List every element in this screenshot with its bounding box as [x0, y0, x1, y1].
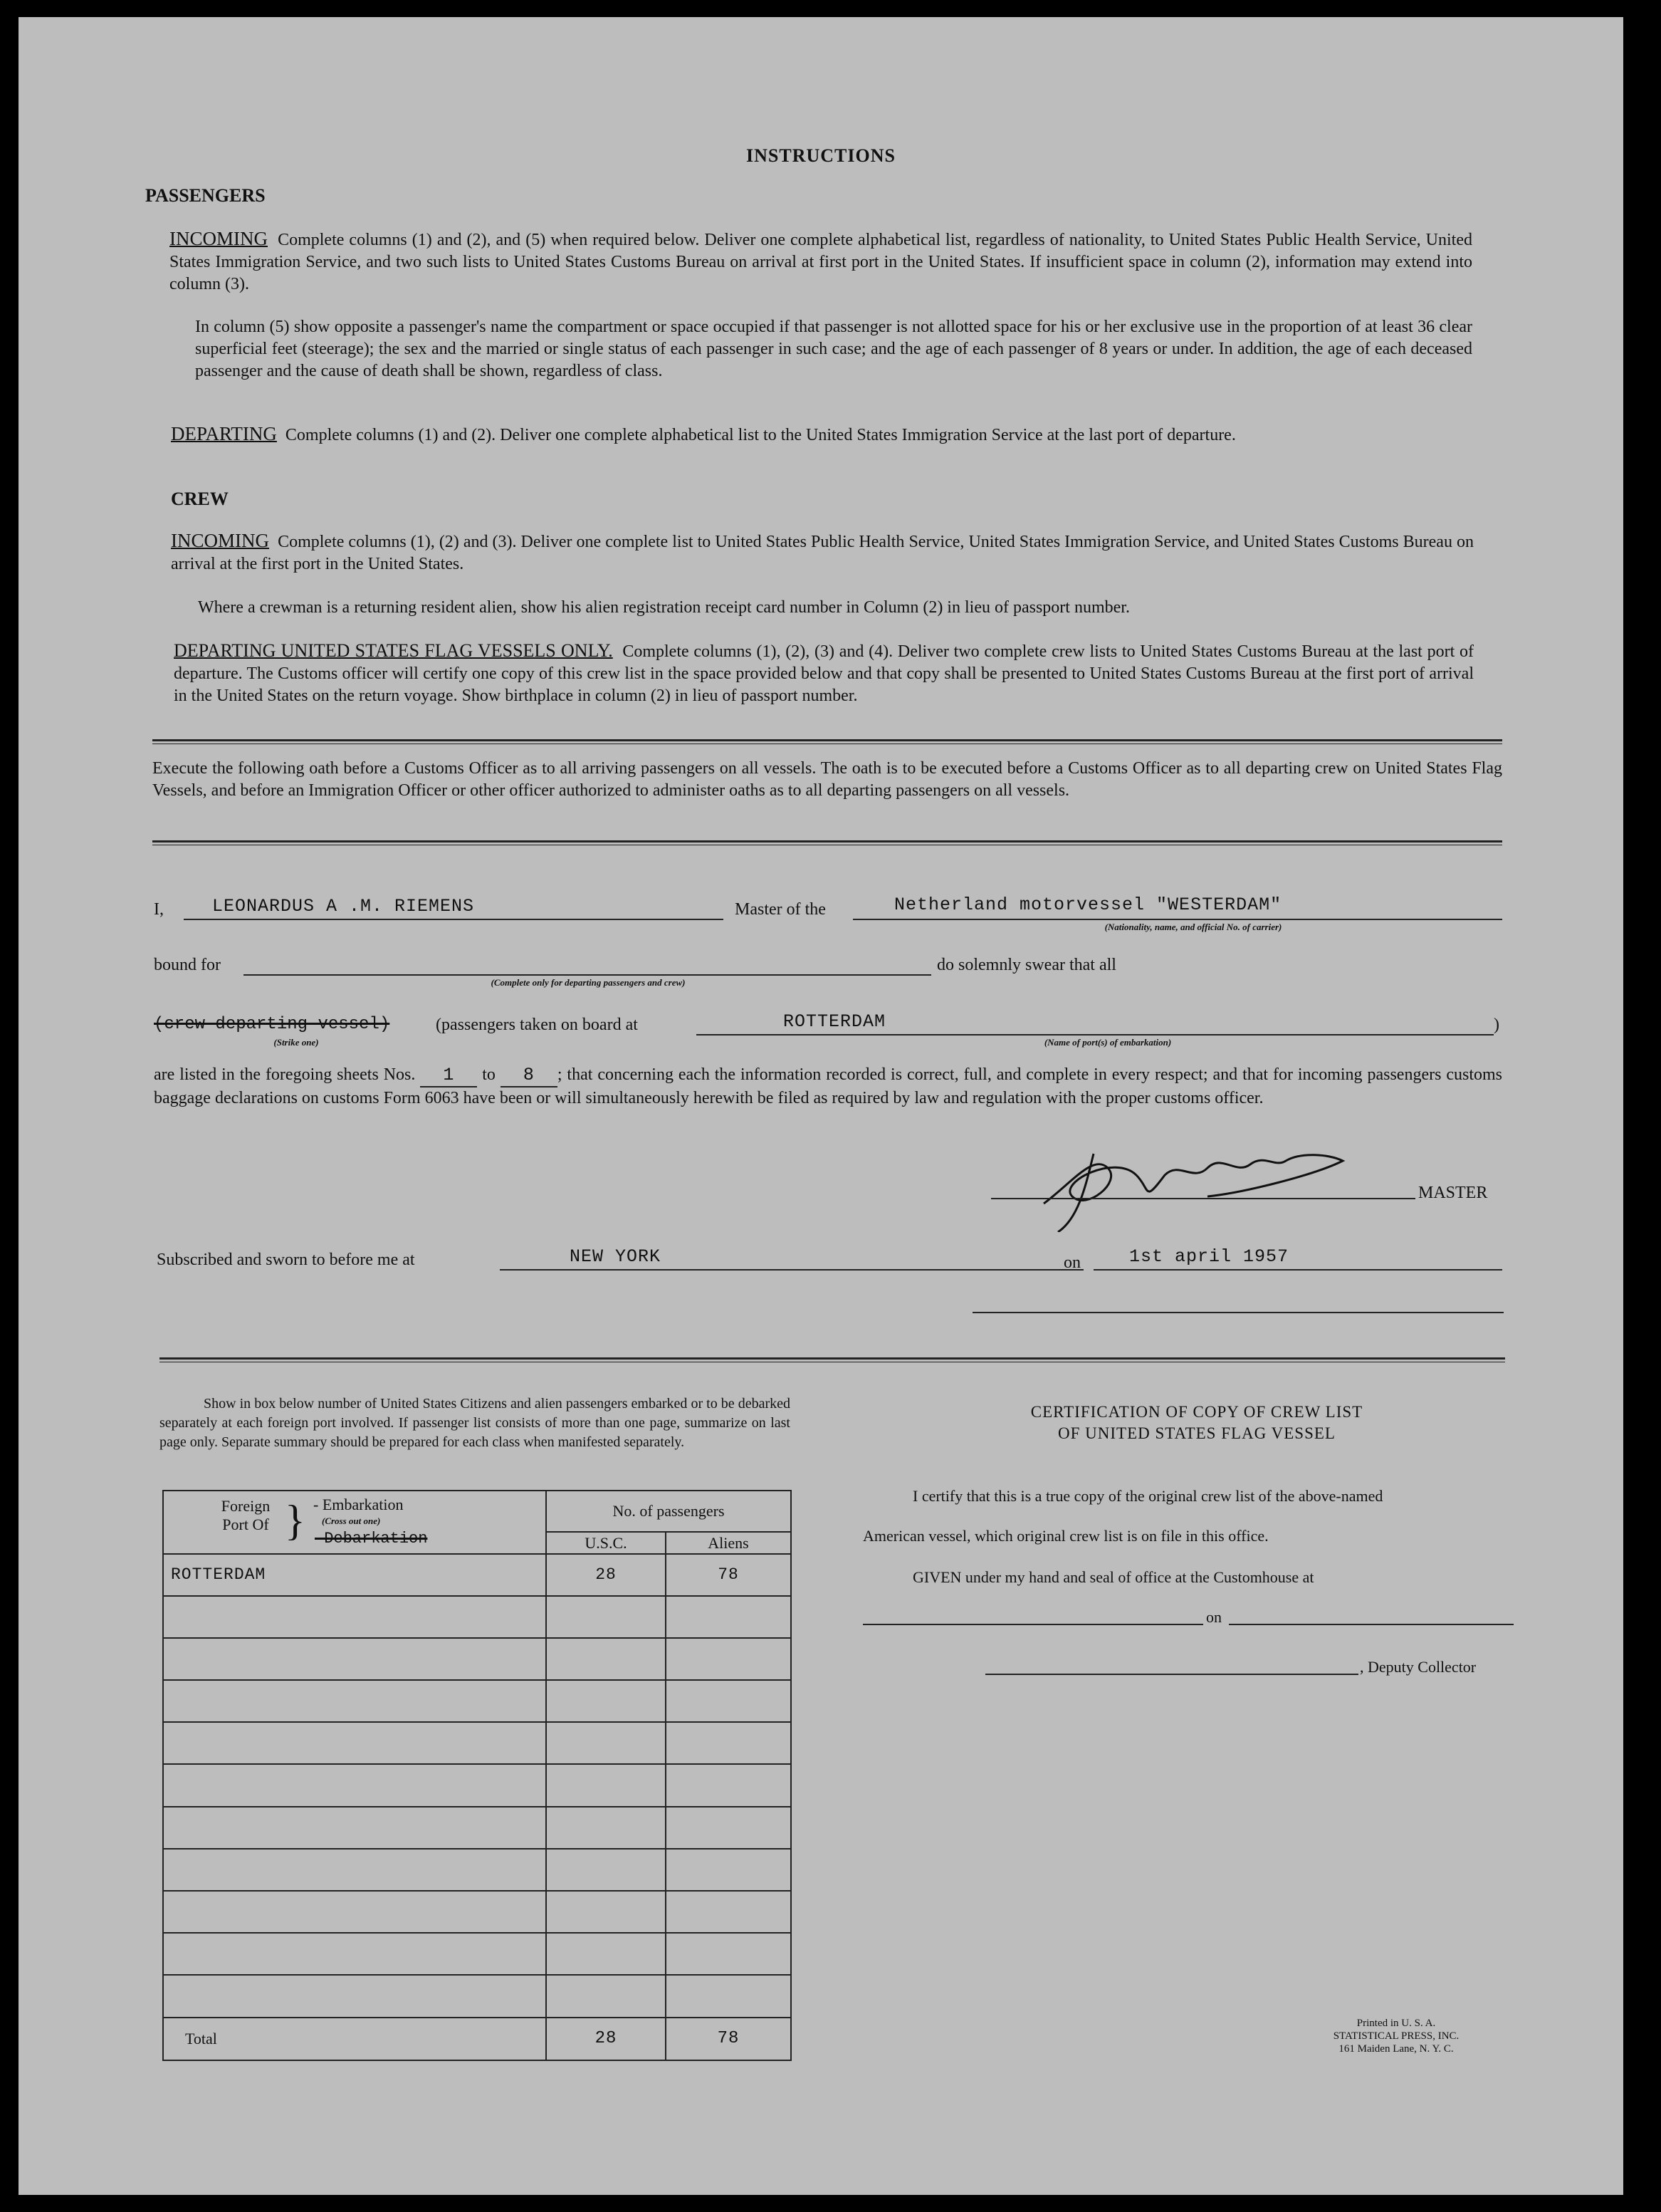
passengers-incoming-text: Complete columns (1) and (2), and (5) when required below. Deliver one complete alphabetical list, regardless of nationality, to United States Public Health Service, United States Immigration Service, and two such lists to United States Customs Bureau on arrival at first port in the United States. If insufficient space in column (2), information may extend into column (3). — [169, 231, 1472, 293]
empty-cell[interactable] — [666, 1975, 791, 2017]
embarkation-label: - Embarkation — [313, 1495, 404, 1513]
empty-cell[interactable] — [163, 1638, 546, 1680]
deputy-label: , Deputy Collector — [1360, 1658, 1477, 1676]
customhouse-line[interactable] — [863, 1610, 1203, 1625]
empty-cell[interactable] — [163, 1764, 546, 1806]
certification-title-line1: CERTIFICATION OF COPY OF CREW LIST — [1030, 1403, 1363, 1421]
empty-cell[interactable] — [163, 1975, 546, 2017]
embarkation-port: ROTTERDAM — [783, 1011, 886, 1032]
master-signature — [1029, 1125, 1357, 1232]
summary-instruction: Show in box below number of United States Citizens and alien passengers embarked or to be debarked separately at each foreign port involved. If passenger list consists of more than one page, summarize on last page only. Separate summary should be prepared for each class when manifested separately. — [159, 1396, 790, 1450]
empty-cell[interactable] — [546, 1849, 666, 1891]
total-row — [163, 2018, 791, 2060]
oath-intro: Execute the following oath before a Customs Officer as to all arriving passengers on all vessels. The oath is to be executed before a Customs Officer as to all departing crew on United States Flag Vessels, and before an Immigration Officer or other officer authorized to administer oaths as to all departing passengers on all vessels. — [152, 759, 1502, 800]
passengers-departing-text: Complete columns (1) and (2). Deliver one complete alphabetical list to the United States Immigration Service at the last port of departure. — [285, 426, 1236, 444]
passengers-incoming-label: INCOMING — [169, 228, 268, 249]
bound-for-line[interactable] — [243, 954, 931, 976]
empty-cell[interactable] — [666, 1596, 791, 1638]
given-text: GIVEN under my hand and seal of office at the Customhouse at — [913, 1568, 1314, 1586]
i-label: I, — [154, 900, 164, 919]
empty-cell[interactable] — [666, 1722, 791, 1764]
empty-cell[interactable] — [666, 1764, 791, 1806]
vessel-caption: (Nationality, name, and official No. of carrier) — [1104, 922, 1282, 932]
empty-cell[interactable] — [163, 1722, 546, 1764]
table-row — [163, 1764, 791, 1806]
sworn-place: NEW YORK — [570, 1246, 661, 1267]
crew-resident-paragraph: Where a crewman is a returning resident alien, show his alien registration receipt card number in Column (2) in lieu of passport number. — [198, 598, 1130, 617]
table-row — [163, 1680, 791, 1722]
certification-on-label: on — [1206, 1608, 1222, 1626]
empty-cell[interactable] — [666, 1638, 791, 1680]
brace-icon: } — [285, 1496, 305, 1544]
officer-signature-line[interactable] — [973, 1310, 1504, 1313]
divider-oath — [152, 840, 1502, 845]
passengers-departing-paragraph — [171, 423, 1472, 447]
foreign-port-label: Foreign Port Of — [221, 1496, 271, 1533]
document-page — [19, 17, 1623, 2195]
debarkation-label: -Debarkation — [315, 1529, 428, 1548]
row-usc[interactable]: 28 — [546, 1554, 666, 1595]
empty-cell[interactable] — [546, 1722, 666, 1764]
table-row — [163, 1849, 791, 1891]
empty-cell[interactable] — [546, 1975, 666, 2017]
table-row — [163, 1596, 791, 1638]
sheet-to[interactable]: 8 — [501, 1064, 557, 1087]
passenger-summary-table — [162, 1490, 792, 2061]
certification-title-line2: OF UNITED STATES FLAG VESSEL — [1058, 1424, 1336, 1442]
no-passengers-header: No. of passengers — [546, 1491, 791, 1532]
empty-cell[interactable] — [546, 1764, 666, 1806]
total-label: Total — [163, 2018, 546, 2060]
printer-imprint — [1257, 2017, 1535, 2055]
crew-departing-label: DEPARTING UNITED STATES FLAG VESSELS ONLY. — [174, 640, 613, 661]
usc-header: U.S.C. — [546, 1532, 666, 1554]
printer-line1: Printed in U. S. A. — [1356, 2018, 1436, 2029]
empty-cell[interactable] — [163, 1680, 546, 1722]
sheet-from[interactable]: 1 — [420, 1064, 477, 1087]
table-row — [163, 1554, 791, 1595]
table-row — [163, 1807, 791, 1849]
sworn-date: 1st april 1957 — [1129, 1246, 1289, 1267]
divider-bottom — [159, 1357, 1505, 1362]
printer-line3: 161 Maiden Lane, N. Y. C. — [1338, 2043, 1454, 2055]
total-aliens[interactable]: 78 — [666, 2018, 791, 2060]
crew-incoming-label: INCOMING — [171, 530, 269, 551]
divider-top — [152, 739, 1502, 744]
page-title: INSTRUCTIONS — [746, 145, 896, 166]
certification-date-line[interactable] — [1229, 1610, 1514, 1625]
passengers-departing-label: DEPARTING — [171, 423, 277, 444]
empty-cell[interactable] — [163, 1933, 546, 1975]
table-row — [163, 1722, 791, 1764]
concerning-text: ; that concerning each the information recorded is correct, full, and complete in every respect; and that for incoming passengers customs baggage declarations on customs Form 6063 have been or will simultaneously herewith be filed as required by law and regulation with the proper customs officer. — [154, 1065, 1503, 1107]
sworn-on-label: on — [1064, 1253, 1081, 1272]
row-port[interactable]: ROTTERDAM — [163, 1554, 546, 1595]
passengers-heading: PASSENGERS — [145, 185, 266, 206]
cross-out-caption: (Cross out one) — [322, 1515, 381, 1526]
bound-for-caption: (Complete only for departing passengers and crew) — [491, 977, 686, 988]
sheets-paragraph: are listed in the foregoing sheets Nos. 1 to 8 ; that concerning each the information recorded is correct, full, and complete in every respect; and that for incoming passengers customs baggage declarations on customs Form 6063 have been or will simultaneously herewith be filed as required by law and regulation with the proper customs officer. — [154, 1065, 1503, 1107]
empty-cell[interactable] — [666, 1933, 791, 1975]
empty-cell[interactable] — [546, 1638, 666, 1680]
empty-cell[interactable] — [546, 1680, 666, 1722]
swear-label: do solemnly swear that all — [937, 956, 1116, 974]
certify-text-1: I certify that this is a true copy of the original crew list of the above-named — [913, 1487, 1383, 1505]
column5-paragraph: In column (5) show opposite a passenger's name the compartment or space occupied if that passenger is not allotted space for his or her exclusive use in the proportion of at least 36 clear superficial feet (steerage); the sex and the married or single status of each passenger in such case; and the age of each passenger of 8 years or under. In addition, the age of each deceased passenger and the cause of death shall be shown, regardless of class. — [195, 318, 1472, 380]
bound-for-label: bound for — [154, 956, 221, 974]
port-caption: (Name of port(s) of embarkation) — [1044, 1037, 1172, 1048]
empty-cell[interactable] — [546, 1933, 666, 1975]
signature-line[interactable] — [991, 1196, 1415, 1199]
printer-line2: STATISTICAL PRESS, INC. — [1333, 2030, 1460, 2042]
empty-cell[interactable] — [163, 1807, 546, 1849]
passengers-incoming-paragraph — [169, 228, 1472, 296]
empty-cell[interactable] — [666, 1680, 791, 1722]
empty-cell[interactable] — [163, 1849, 546, 1891]
empty-cell[interactable] — [546, 1596, 666, 1638]
deputy-signature-line[interactable] — [985, 1659, 1358, 1675]
vessel-name: Netherland motorvessel "WESTERDAM" — [894, 894, 1282, 915]
table-row — [163, 1975, 791, 2017]
crew-departing-text: Complete columns (1), (2), (3) and (4). Deliver two complete crew lists to United States Customs Bureau at the last port of departure. The Customs officer will certify one copy of this crew list in the space provided below and that copy shall be presented to United States Customs Bureau at the first port of arrival in the United States on the return voyage. Show birthplace in column (2) in lieu of passport number. — [174, 642, 1474, 705]
empty-cell[interactable] — [163, 1891, 546, 1933]
crew-incoming-text: Complete columns (1), (2) and (3). Deliver one complete list to United States Public Health Service, United States Immigration Service, and United States Customs Bureau on arrival at the first port in the United States. — [171, 533, 1474, 573]
empty-cell[interactable] — [546, 1807, 666, 1849]
certify-text-2: American vessel, which original crew list is on file in this office. — [863, 1527, 1269, 1545]
subscribed-label: Subscribed and sworn to before me at — [157, 1251, 415, 1269]
row-aliens[interactable]: 78 — [666, 1554, 791, 1595]
master-name: LEONARDUS A .M. RIEMENS — [212, 896, 475, 917]
empty-cell[interactable] — [163, 1596, 546, 1638]
master-label: MASTER — [1418, 1184, 1488, 1202]
passengers-taken-label: (passengers taken on board at — [436, 1016, 638, 1034]
close-paren: ) — [1494, 1016, 1499, 1034]
port-header-cell — [163, 1491, 546, 1554]
master-of-label: Master of the — [735, 900, 826, 919]
table-row — [163, 1891, 791, 1933]
empty-cell[interactable] — [666, 1891, 791, 1933]
total-usc[interactable]: 28 — [546, 2018, 666, 2060]
crew-heading: CREW — [171, 489, 229, 509]
aliens-header: Aliens — [666, 1532, 791, 1554]
strike-caption: (Strike one) — [273, 1037, 319, 1048]
empty-cell[interactable] — [546, 1891, 666, 1933]
crew-departing-paragraph — [174, 640, 1474, 707]
table-row — [163, 1638, 791, 1680]
empty-cell[interactable] — [666, 1849, 791, 1891]
crew-incoming-paragraph — [171, 530, 1474, 575]
certification-title — [859, 1402, 1535, 1444]
empty-cell[interactable] — [666, 1807, 791, 1849]
strike-text: (crew departing vessel) — [154, 1015, 390, 1034]
table-row — [163, 1933, 791, 1975]
